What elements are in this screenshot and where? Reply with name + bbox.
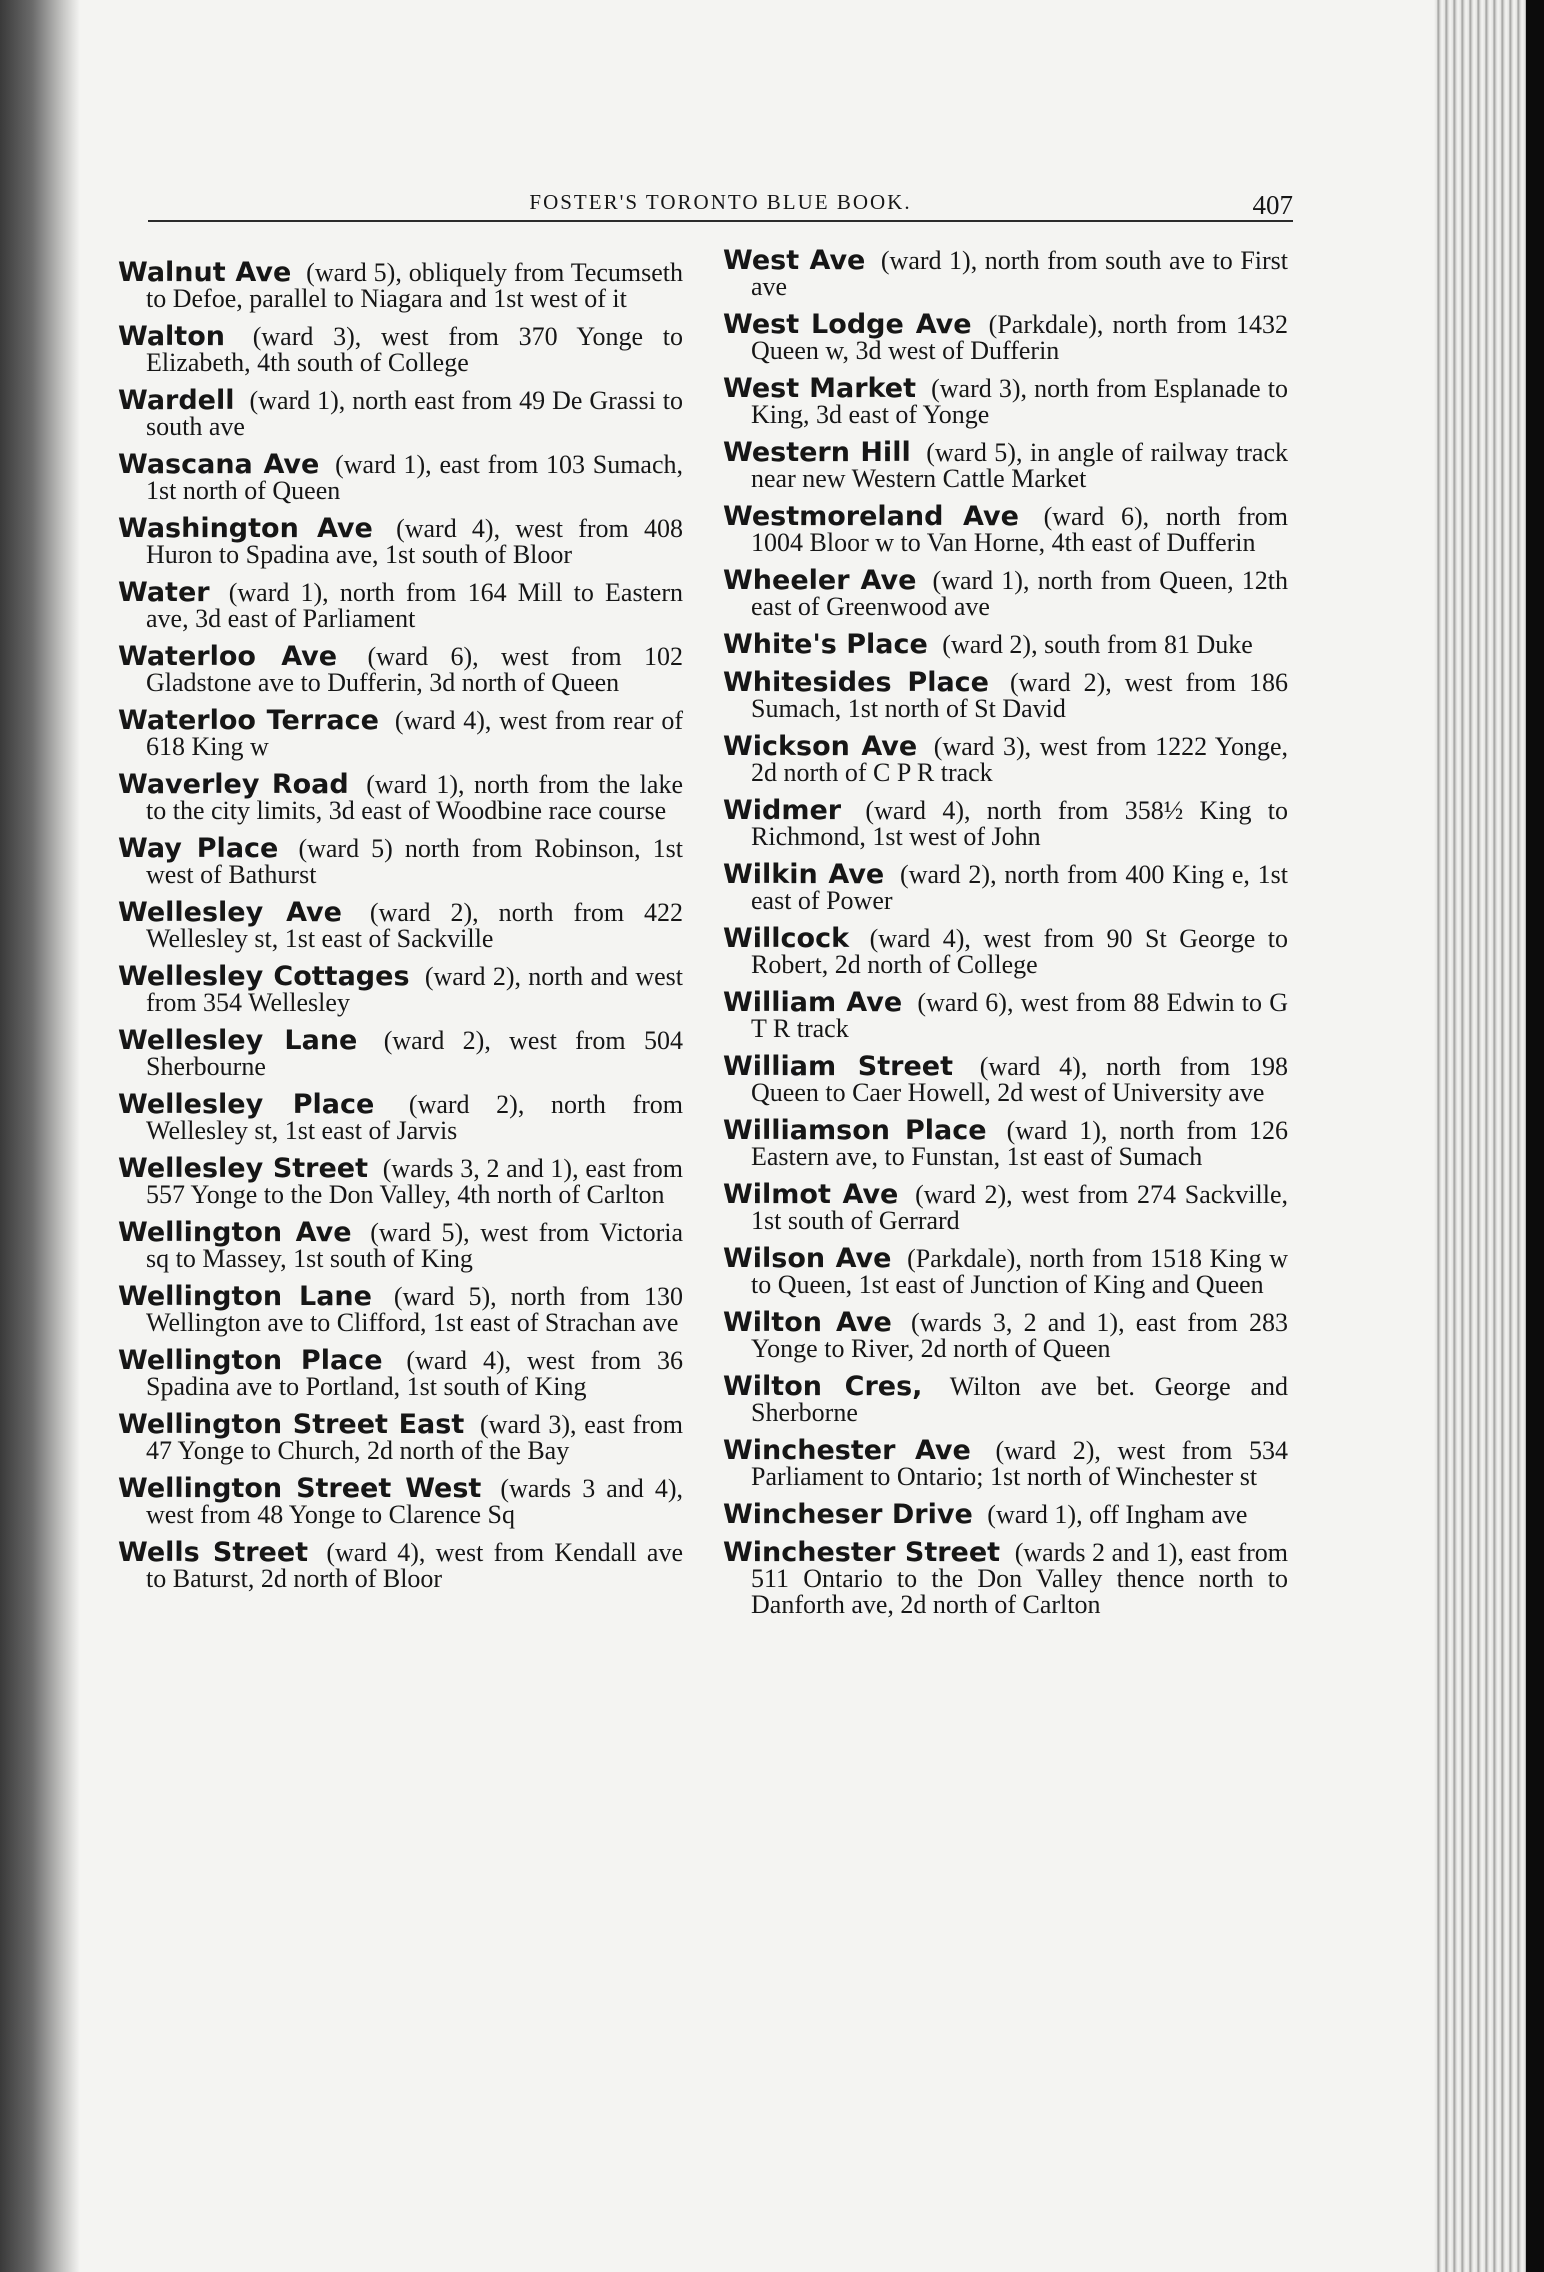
- street-description: Wilton ave bet. George and Sherborne: [751, 1372, 1289, 1427]
- street-name: Wellington Place: [118, 1345, 383, 1376]
- street-description: (ward 2), west from 504 Sherbourne: [146, 1026, 683, 1081]
- street-name: Way Place: [118, 833, 279, 864]
- street-entry: [723, 923, 1288, 979]
- street-name: Wellesley Ave: [118, 897, 342, 928]
- street-name: Wilkin Ave: [723, 859, 885, 890]
- street-entry: [723, 501, 1288, 557]
- street-entry: [118, 897, 684, 953]
- street-entry: [723, 1051, 1289, 1107]
- street-description: (ward 2), west from 534 Parliament to Ontario; 1st north of Winchester st: [751, 1436, 1288, 1491]
- street-description: (ward 3), east from 47 Yonge to Church, 2d north of the Bay: [146, 1410, 684, 1465]
- street-name: Wilton Ave: [723, 1307, 892, 1338]
- street-entry: [723, 373, 1288, 429]
- street-description: (ward 5), obliquely from Tecumseth to Defoe, parallel to Niagara and 1st west of it: [146, 258, 684, 313]
- street-name: Water: [118, 577, 210, 608]
- street-entry: [118, 385, 684, 441]
- directory-columns: [118, 245, 1293, 1630]
- street-name: West Ave: [723, 245, 866, 276]
- street-name: Wellesley Street: [118, 1153, 369, 1184]
- street-entry: [118, 1473, 684, 1529]
- street-entry: [118, 513, 684, 569]
- street-description: (ward 2), north from 422 Wellesley st, 1st east of Sackville: [146, 898, 684, 953]
- street-name: Wickson Ave: [723, 731, 918, 762]
- street-name: White's Place: [723, 629, 928, 660]
- street-entry: [723, 1115, 1289, 1171]
- street-entry: [118, 769, 683, 825]
- street-name: West Market: [723, 373, 916, 404]
- street-entry: [118, 1153, 683, 1209]
- street-description: (ward 3), north from Esplanade to King, 3d east of Yonge: [751, 374, 1288, 429]
- scan-page-edges: [1434, 0, 1544, 2272]
- street-entry: [723, 1435, 1288, 1491]
- street-name: Wilson Ave: [723, 1243, 892, 1274]
- street-description: (ward 1), north from the lake to the city limits, 3d east of Woodbine race course: [146, 770, 683, 825]
- street-description: (ward 5) north from Robinson, 1st west of Bathurst: [146, 834, 683, 889]
- street-name: Waverley Road: [118, 769, 349, 800]
- street-description: (ward 4), west from rear of 618 King w: [146, 706, 684, 761]
- street-name: Wellington Street West: [118, 1473, 482, 1504]
- street-entry: [723, 1537, 1289, 1619]
- street-description: (ward 1), north from 126 Eastern ave, to Funstan, 1st east of Sumach: [751, 1116, 1289, 1171]
- street-name: Widmer: [723, 795, 842, 826]
- street-description: (ward 2), south from 81 Duke: [942, 630, 1253, 659]
- book-page: [118, 170, 1293, 1619]
- street-entry: [118, 833, 683, 889]
- street-name: Winchester Ave: [723, 1435, 971, 1466]
- street-name: West Lodge Ave: [723, 309, 972, 340]
- street-entry: [118, 321, 684, 377]
- street-description: (wards 3, 2 and 1), east from 283 Yonge to River, 2d north of Queen: [751, 1308, 1288, 1363]
- street-description: (ward 4), west from 408 Huron to Spadina ave, 1st south of Bloor: [146, 514, 684, 569]
- street-entry: [118, 1345, 684, 1401]
- street-entry: [723, 1243, 1288, 1299]
- street-name: William Street: [723, 1051, 954, 1082]
- street-entry: [723, 795, 1289, 851]
- street-description: (ward 1), east from 103 Sumach, 1st north of Queen: [146, 450, 683, 505]
- street-entry: [723, 987, 1289, 1043]
- street-name: Walnut Ave: [118, 257, 292, 288]
- street-name: William Ave: [723, 987, 903, 1018]
- street-name: Whitesides Place: [723, 667, 989, 698]
- street-description: (ward 2), west from 274 Sackville, 1st south of Gerrard: [751, 1180, 1288, 1235]
- street-entry: [118, 1217, 683, 1273]
- street-entry: [118, 641, 683, 697]
- street-name: Waterloo Ave: [118, 641, 338, 672]
- street-name: Wardell: [118, 385, 235, 416]
- street-name: Wellesley Place: [118, 1089, 375, 1120]
- street-name: Wilton Cres,: [723, 1371, 923, 1402]
- street-description: (ward 4), north from 198 Queen to Caer Howell, 2d west of University ave: [751, 1052, 1289, 1107]
- street-name: Wellington Street East: [118, 1409, 465, 1440]
- street-description: (ward 3), west from 1222 Yonge, 2d north of C P R track: [751, 732, 1288, 787]
- street-description: (ward 4), west from 90 St George to Robert, 2d north of College: [751, 924, 1288, 979]
- running-title: FOSTER'S TORONTO BLUE BOOK.: [529, 190, 912, 214]
- street-entry: [723, 1179, 1288, 1235]
- street-description: (ward 4), north from 358½ King to Richmond, 1st west of John: [751, 796, 1289, 851]
- street-description: (ward 3), west from 370 Yonge to Elizabeth, 4th south of College: [146, 322, 684, 377]
- street-description: (ward 1), off Ingham ave: [987, 1500, 1248, 1529]
- street-description: (Parkdale), north from 1432 Queen w, 3d west of Dufferin: [751, 310, 1289, 365]
- street-entry: [118, 1281, 683, 1337]
- street-entry: [118, 705, 684, 761]
- street-entry: [723, 437, 1288, 493]
- street-entry: [118, 1409, 684, 1465]
- street-description: (ward 5), west from Victoria sq to Massey, 1st south of King: [146, 1218, 683, 1273]
- street-name: Wellesley Cottages: [118, 961, 410, 992]
- street-description: (ward 4), west from 36 Spadina ave to Portland, 1st south of King: [146, 1346, 684, 1401]
- street-name: Westmoreland Ave: [723, 501, 1019, 532]
- street-description: (wards 3 and 4), west from 48 Yonge to Clarence Sq: [146, 1474, 684, 1529]
- street-name: Willcock: [723, 923, 850, 954]
- street-name: Wincheser Drive: [723, 1499, 973, 1530]
- street-name: Waterloo Terrace: [118, 705, 379, 736]
- street-entry: [723, 565, 1288, 621]
- street-name: Wascana Ave: [118, 449, 320, 480]
- street-description: (ward 1), north from south ave to First ave: [751, 246, 1289, 301]
- street-description: (ward 5), in angle of railway track near new Western Cattle Market: [751, 438, 1288, 493]
- street-description: (ward 6), west from 102 Gladstone ave to Dufferin, 3d north of Queen: [146, 642, 683, 697]
- street-name: Wells Street: [118, 1537, 309, 1568]
- street-description: (ward 2), north and west from 354 Wellesley: [146, 962, 684, 1017]
- street-name: Wellington Ave: [118, 1217, 352, 1248]
- street-name: Wilmot Ave: [723, 1179, 899, 1210]
- page-number: 407: [1252, 190, 1293, 220]
- street-description: (ward 2), north from 400 King e, 1st east of Power: [751, 860, 1288, 915]
- street-description: (ward 1), north from Queen, 12th east of Greenwood ave: [751, 566, 1288, 621]
- street-description: (ward 5), north from 130 Wellington ave to Clifford, 1st east of Strachan ave: [146, 1282, 683, 1337]
- street-description: (ward 1), north from 164 Mill to Eastern ave, 3d east of Parliament: [146, 578, 684, 633]
- street-name: Western Hill: [723, 437, 911, 468]
- street-entry: [723, 1307, 1288, 1363]
- street-description: (ward 2), west from 186 Sumach, 1st north of St David: [751, 668, 1288, 723]
- street-entry: [118, 1025, 683, 1081]
- street-entry: [118, 257, 684, 313]
- street-entry: [723, 667, 1288, 723]
- street-entry: [723, 731, 1288, 787]
- street-description: (wards 3, 2 and 1), east from 557 Yonge to the Don Valley, 4th north of Carlton: [146, 1154, 683, 1209]
- street-entry: [118, 961, 684, 1017]
- street-name: Wellesley Lane: [118, 1025, 358, 1056]
- street-name: Williamson Place: [723, 1115, 987, 1146]
- scan-binding-shadow: [0, 0, 80, 2272]
- street-description: (ward 6), north from 1004 Bloor w to Van Horne, 4th east of Dufferin: [751, 502, 1288, 557]
- street-entry: [118, 1089, 684, 1145]
- street-description: (ward 6), west from 88 Edwin to G T R track: [751, 988, 1289, 1043]
- street-description: (ward 1), north east from 49 De Grassi to south ave: [146, 386, 684, 441]
- running-head: [148, 170, 1293, 222]
- street-entry: [118, 577, 684, 633]
- street-name: Wheeler Ave: [723, 565, 917, 596]
- street-entry: [118, 449, 683, 505]
- street-entry: [118, 1537, 684, 1593]
- street-name: Washington Ave: [118, 513, 373, 544]
- street-description: (Parkdale), north from 1518 King w to Queen, 1st east of Junction of King and Queen: [751, 1244, 1288, 1299]
- right-column: [723, 245, 1289, 1630]
- street-entry: [723, 629, 1288, 660]
- street-name: Wellington Lane: [118, 1281, 372, 1312]
- street-entry: [723, 1371, 1289, 1427]
- street-name: Walton: [118, 321, 225, 352]
- street-name: Winchester Street: [723, 1537, 1001, 1568]
- left-column: [118, 257, 684, 1630]
- street-entry: [723, 859, 1288, 915]
- street-entry: [723, 245, 1289, 301]
- street-entry: [723, 309, 1289, 365]
- street-description: (ward 4), west from Kendall ave to Baturst, 2d north of Bloor: [146, 1538, 684, 1593]
- street-description: (wards 2 and 1), east from 511 Ontario to the Don Valley thence north to Danforth ave, 2d north of Carlton: [751, 1538, 1289, 1619]
- street-description: (ward 2), north from Wellesley st, 1st east of Jarvis: [146, 1090, 684, 1145]
- street-entry: [723, 1499, 1288, 1530]
